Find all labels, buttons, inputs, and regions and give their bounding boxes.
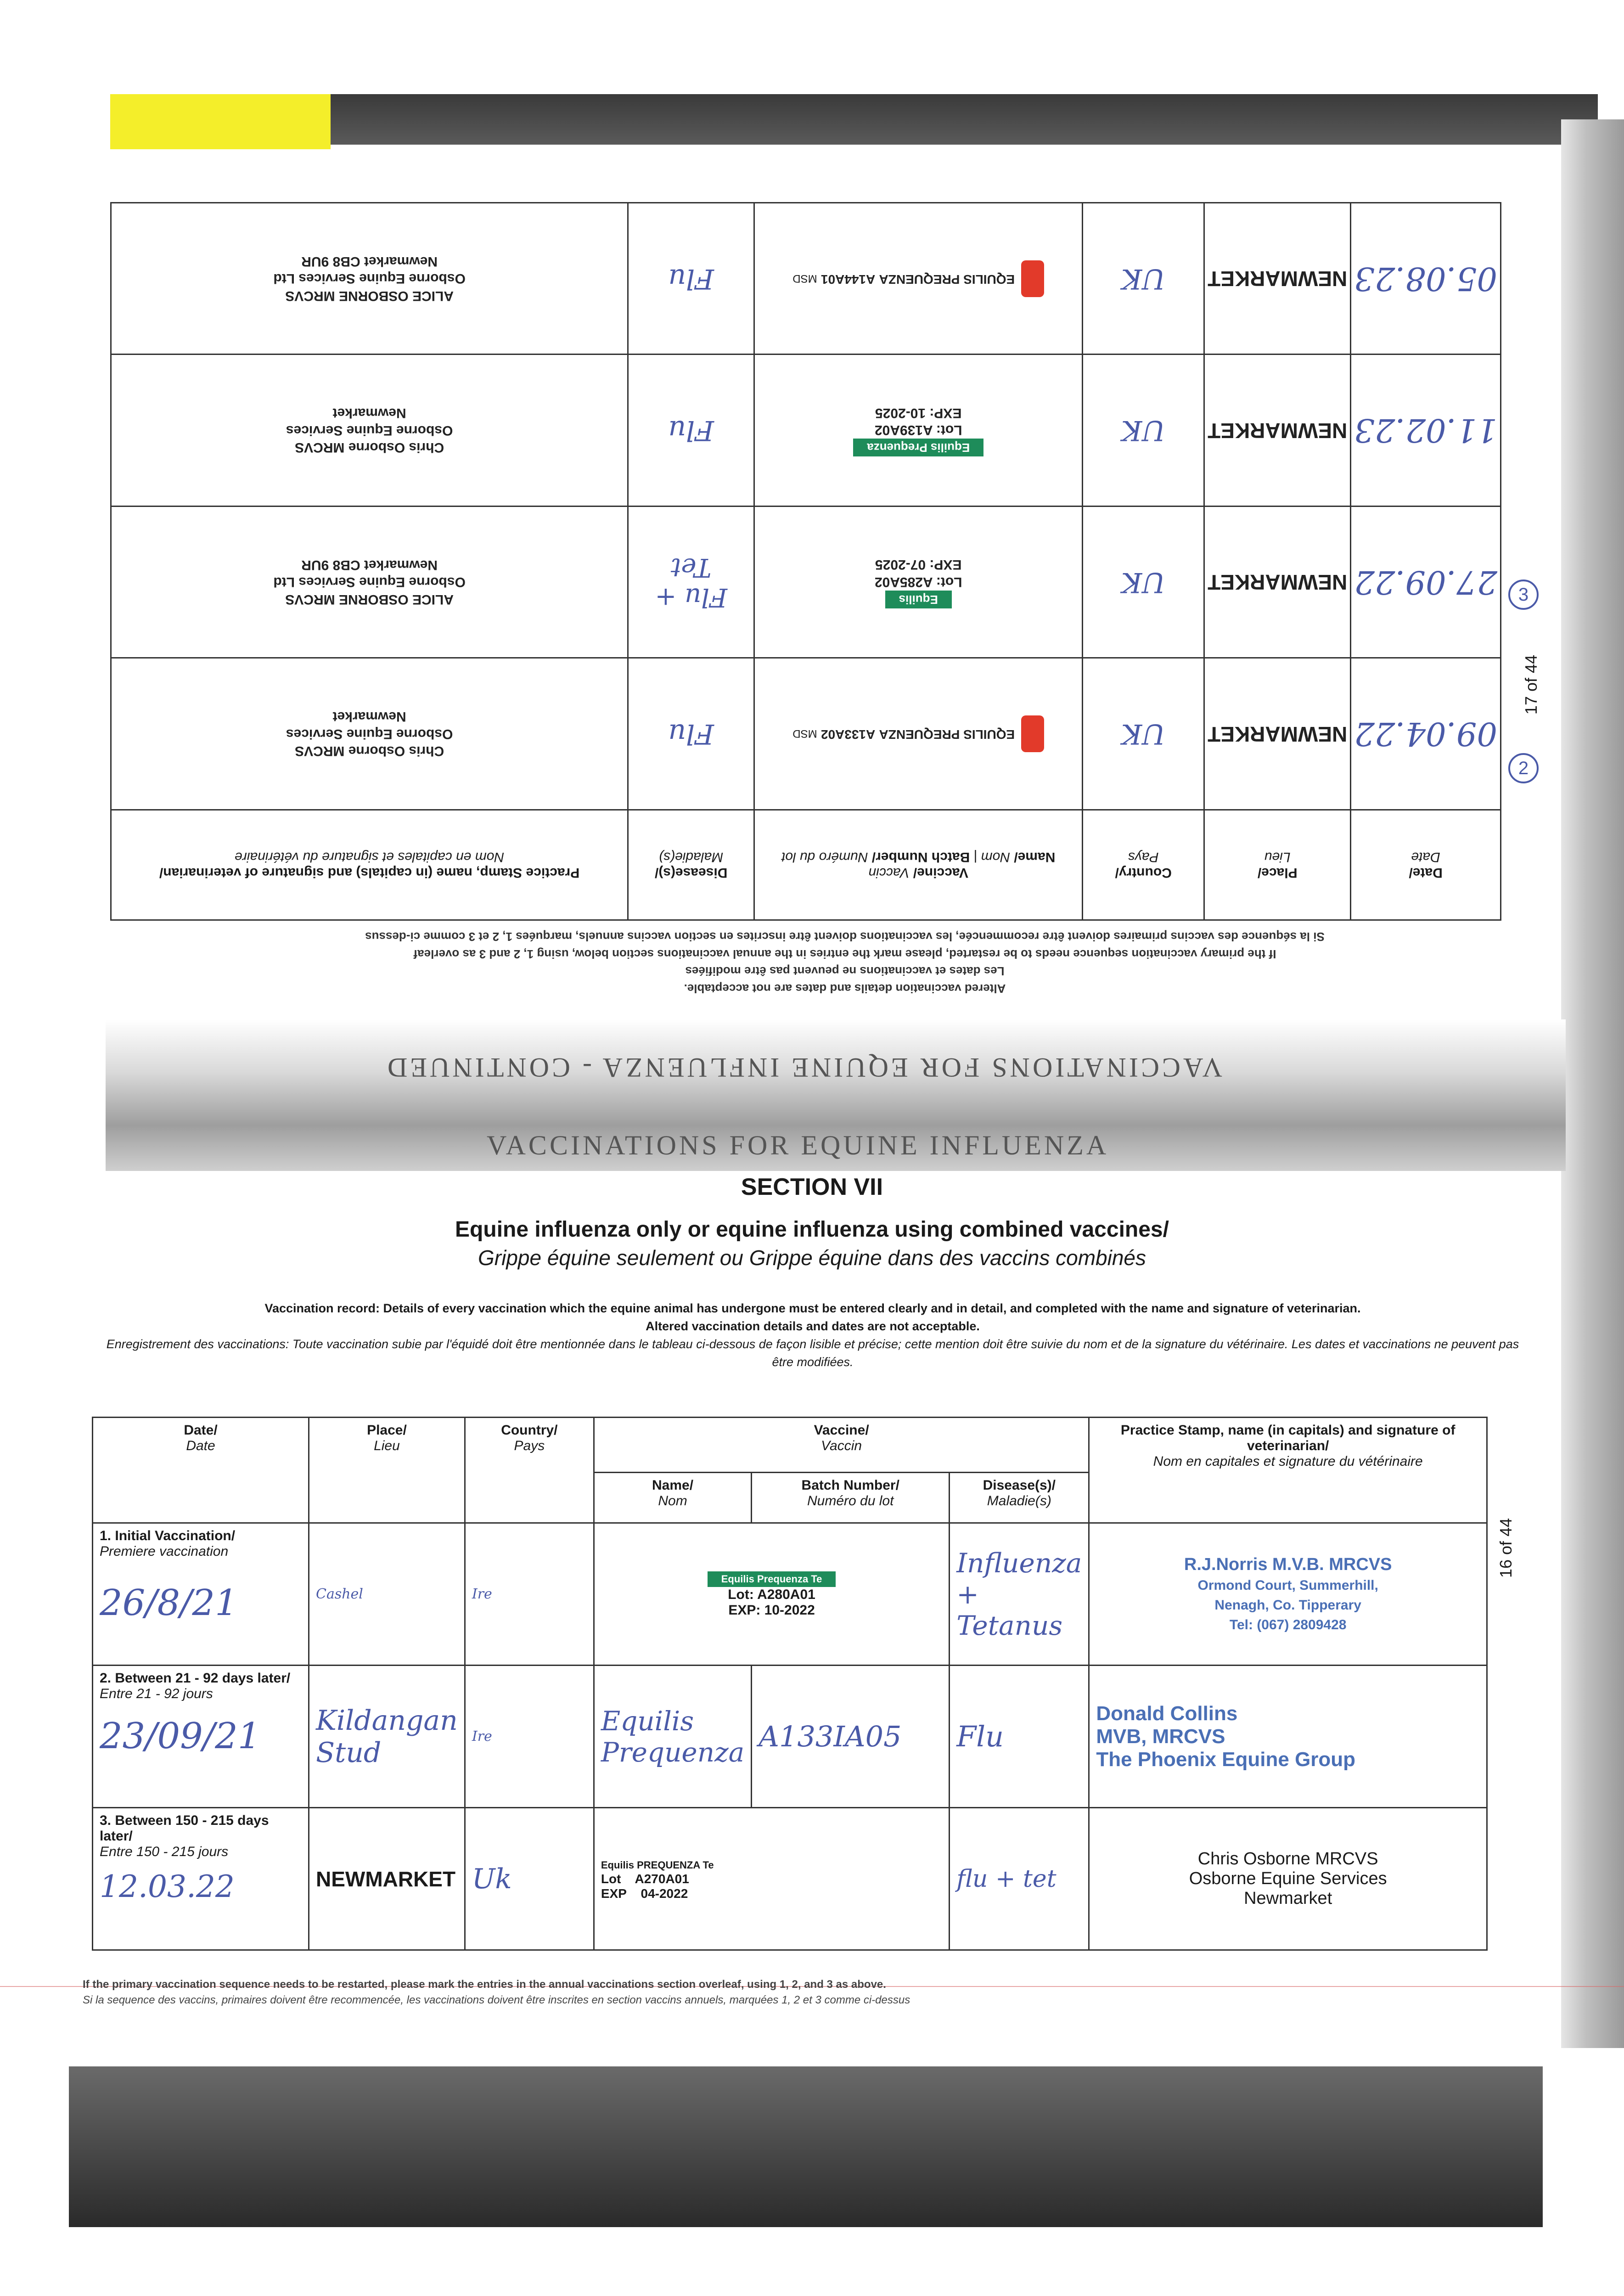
stamp-line: Osborne Equine Services Ltd bbox=[273, 271, 466, 287]
upper-row-date: 27.09.22 bbox=[1351, 506, 1501, 658]
prequenza-logo bbox=[1021, 260, 1044, 297]
vaccine-lot-label: Lot bbox=[601, 1871, 621, 1886]
stamp-line: Chris Osborne MRCVS bbox=[295, 743, 444, 759]
upper-row-stamp bbox=[111, 355, 628, 506]
vaccine-batch: Lot: A139A02 bbox=[874, 422, 962, 438]
vet-stamp bbox=[1089, 1808, 1487, 1950]
footer-note-en: If the primary vaccination sequence needs to be restarted, please mark the entries in the annual vaccinations section overleaf, using 1, 2, and 3 as above. bbox=[83, 1978, 886, 1991]
vaccine-exp-label: EXP bbox=[601, 1886, 627, 1901]
hdr-batch: Batch Number/ bbox=[871, 850, 970, 865]
upper-row-place: NEWMARKET bbox=[1204, 506, 1351, 658]
hdr-batch-fr: Numéro du lot bbox=[807, 1493, 894, 1508]
row-label: 2. Between 21 - 92 days later/ bbox=[100, 1671, 291, 1686]
hdr-date: Date/ bbox=[1409, 865, 1443, 881]
hdr-vaccine-fr: Vaccin bbox=[821, 1438, 862, 1453]
upper-row-place: NEWMARKET bbox=[1204, 355, 1351, 506]
row-label: 1. Initial Vaccination/ bbox=[100, 1528, 236, 1543]
lower-header-row bbox=[93, 1418, 1487, 1473]
upper-row-3 bbox=[111, 355, 1501, 506]
vaccine-batch: A133A02 bbox=[820, 727, 876, 742]
upper-row-date: 09.04.22 bbox=[1351, 658, 1501, 810]
vaccination-date: 26/8/21 bbox=[100, 1582, 238, 1624]
vet-stamp bbox=[1089, 1523, 1487, 1666]
vaccine-maker: MSD bbox=[792, 727, 817, 740]
hdr-place: Place/ bbox=[367, 1423, 407, 1438]
upper-row-vaccine bbox=[754, 355, 1083, 506]
yellow-tab-marker bbox=[110, 94, 331, 149]
hdr-date: Date/ bbox=[184, 1423, 218, 1438]
upper-row-place: NEWMARKET bbox=[1204, 203, 1351, 355]
vaccine-expiry: EXP: 07-2025 bbox=[875, 557, 962, 573]
stamp-line: Newmarket bbox=[1244, 1889, 1332, 1908]
hdr-vaccine: Vaccine/ bbox=[814, 1423, 869, 1438]
vaccination-disease: Influenza + Tetanus bbox=[950, 1523, 1089, 1666]
upper-row-country: UK bbox=[1083, 506, 1204, 658]
row-label-fr: Entre 150 - 215 jours bbox=[100, 1844, 229, 1859]
vaccine-name: Equilis PREQUENZA Te bbox=[601, 1859, 714, 1871]
hdr-practice: Practice Stamp, name (in capitals) and signature of veterinarian/ bbox=[1120, 1423, 1455, 1453]
upper-banner: VACCINATIONS FOR EQUINE INFLUENZA - CONTINUED bbox=[385, 1052, 1222, 1083]
upper-row-4 bbox=[111, 203, 1501, 355]
equilis-label: Equilis Prequenza Te bbox=[708, 1571, 836, 1587]
upper-row-disease: Flu bbox=[628, 658, 754, 810]
upper-note-en2: If the primary vaccination sequence needs to be restarted, please mark the entries in the annual vaccinations section below, using 1, 2 and 3 as overleaf bbox=[413, 947, 1276, 961]
vaccination-country: Ire bbox=[465, 1523, 594, 1666]
upper-page-table bbox=[110, 202, 1501, 921]
stamp-line: Nenagh, Co. Tipperary bbox=[1214, 1597, 1361, 1613]
scan-right-edge bbox=[1561, 119, 1624, 2048]
stamp-line: Newmarket CB8 9UR bbox=[301, 253, 438, 269]
upper-row-country: UK bbox=[1083, 658, 1204, 810]
hdr-batch-fr: Numéro du lot bbox=[781, 850, 868, 865]
hdr-date-fr: Date bbox=[1411, 850, 1440, 865]
vaccine-batch: A144A01 bbox=[820, 272, 876, 287]
section-banner: VACCINATIONS FOR EQUINE INFLUENZA bbox=[487, 1130, 1109, 1160]
stamp-line: ALICE OSBORNE MRCVS bbox=[285, 591, 454, 607]
sequence-marker-2: 2 bbox=[1508, 753, 1539, 783]
vaccine-label-sticker bbox=[594, 1523, 949, 1666]
upper-row-disease: Flu bbox=[628, 355, 754, 506]
upper-note-en1: Altered vaccination details and dates are not acceptable. bbox=[684, 981, 1006, 996]
equilis-label: Equilis bbox=[885, 591, 952, 608]
upper-row-stamp bbox=[111, 658, 628, 810]
hdr-batch: Batch Number/ bbox=[801, 1478, 899, 1493]
footer-note-fr: Si la sequence des vaccins, primaires doivent être recommencée, les vaccinations doivent être inscrites en section vaccins annuels, marquées 1, 2 et 3 comme ci-dessus bbox=[83, 1993, 910, 2006]
vaccine-maker: MSD bbox=[792, 272, 817, 285]
upper-row-disease: Flu + Tet bbox=[628, 506, 754, 658]
upper-row-date: 11.02.23 bbox=[1351, 355, 1501, 506]
stamp-line: ALICE OSBORNE MRCVS bbox=[285, 288, 454, 304]
hdr-place: Place/ bbox=[1257, 865, 1298, 881]
vaccination-date: 12.03.22 bbox=[100, 1869, 235, 1904]
upper-row-stamp bbox=[111, 203, 628, 355]
vaccination-place: NEWMARKET bbox=[309, 1808, 465, 1950]
vaccine-exp: 04-2022 bbox=[641, 1886, 688, 1901]
vaccination-date: 23/09/21 bbox=[100, 1716, 261, 1757]
footer-notes bbox=[83, 1977, 1506, 2008]
hdr-country-fr: Pays bbox=[514, 1438, 545, 1453]
hdr-country-fr: Pays bbox=[1128, 850, 1159, 865]
hdr-country: Country/ bbox=[1115, 865, 1172, 881]
vaccination-place: Kildangan Stud bbox=[309, 1666, 465, 1808]
stamp-line: Donald Collins bbox=[1096, 1702, 1238, 1725]
hdr-disease-fr: Maladie(s) bbox=[659, 850, 724, 865]
upper-row-country: UK bbox=[1083, 355, 1204, 506]
section-heading-fr: Grippe équine seulement ou Grippe équine dans des vaccins combinés bbox=[478, 1246, 1146, 1270]
hdr-vaccine-fr: Vaccin bbox=[868, 865, 910, 881]
section-title: SECTION VII bbox=[741, 1174, 883, 1200]
hdr-practice-fr: Nom en capitales et signature du vétérinaire bbox=[1153, 1454, 1423, 1469]
stamp-line: Chris Osborne MRCVS bbox=[295, 440, 444, 456]
scan-top-shadow bbox=[110, 94, 1598, 145]
hdr-disease: Disease(s)/ bbox=[983, 1478, 1056, 1493]
hdr-practice-fr: Nom en capitales et signature du vétérinaire bbox=[235, 850, 505, 865]
vaccine-name: EQUILIS PREQUENZA bbox=[879, 272, 1015, 287]
vaccination-country: Ire bbox=[465, 1666, 594, 1808]
vaccine-lot: Lot: A280A01 bbox=[728, 1587, 815, 1602]
upper-notes bbox=[257, 928, 1433, 997]
stamp-line: Osborne Equine Services bbox=[1189, 1869, 1387, 1888]
stamp-line: Newmarket bbox=[332, 709, 406, 725]
hdr-name-fr: Nom bbox=[658, 1493, 687, 1508]
upper-page-number: 17 of 44 bbox=[1522, 654, 1541, 715]
table-row bbox=[93, 1523, 1487, 1666]
stamp-line: Ormond Court, Summerhill, bbox=[1197, 1577, 1378, 1593]
upper-row-2 bbox=[111, 506, 1501, 658]
vaccination-place: Cashel bbox=[309, 1523, 465, 1666]
upper-note-fr1: Les dates et vaccinations ne peuvent pas être modifiées bbox=[685, 964, 1005, 979]
row-label-fr: Premiere vaccination bbox=[100, 1544, 229, 1559]
stamp-line: Tel: (067) 2809428 bbox=[1229, 1617, 1347, 1632]
vaccine-exp: EXP: 10-2022 bbox=[728, 1602, 815, 1618]
record-note-en2: Altered vaccination details and dates are not acceptable. bbox=[646, 1319, 980, 1334]
hdr-name: Name/ bbox=[1014, 850, 1056, 865]
record-note-fr: Enregistrement des vaccinations: Toute vaccination subie par l'équidé doit être mentionnée dans le tableau ci-dessous de façon lisible et précise; cette mention doit être suivie du nom et de la signature du vétérinaire. Les dates et vaccinations ne peuvent pas être modifiées. bbox=[106, 1337, 1519, 1369]
lower-page-number: 16 of 44 bbox=[1496, 1518, 1516, 1578]
hdr-place-fr: Lieu bbox=[1264, 850, 1291, 865]
vaccination-disease: Flu bbox=[950, 1666, 1089, 1808]
equilis-label: Equilis Prequenza bbox=[853, 439, 983, 456]
hdr-vaccine: Vaccine/ bbox=[913, 865, 968, 881]
upper-row-vaccine bbox=[754, 203, 1083, 355]
hdr-practice: Practice Stamp, name (in capitals) and signature of veterinarian/ bbox=[159, 865, 580, 881]
upper-row-vaccine bbox=[754, 658, 1083, 810]
stamp-line: MVB, MRCVS bbox=[1096, 1725, 1225, 1748]
hdr-name-fr: Nom bbox=[981, 850, 1010, 865]
record-note-en: Vaccination record: Details of every vaccination which the equine animal has undergone must be entered clearly and in detail, and completed with the name and signature of veterinarian. bbox=[264, 1301, 1361, 1315]
vaccination-disease: flu + tet bbox=[950, 1808, 1089, 1950]
vaccine-batch: A270A01 bbox=[635, 1871, 689, 1886]
upper-row-1 bbox=[111, 658, 1501, 810]
stamp-line: The Phoenix Equine Group bbox=[1096, 1748, 1356, 1771]
vaccine-batch: A133IA05 bbox=[752, 1666, 950, 1808]
vaccination-table bbox=[92, 1417, 1488, 1951]
prequenza-logo bbox=[1021, 715, 1044, 752]
vaccine-label-sticker bbox=[594, 1808, 949, 1950]
hdr-place-fr: Lieu bbox=[374, 1438, 400, 1453]
record-instructions bbox=[99, 1300, 1527, 1372]
section-heading-en: Equine influenza only or equine influenza using combined vaccines/ bbox=[455, 1217, 1169, 1242]
stamp-line: R.J.Norris M.V.B. MRCVS bbox=[1184, 1554, 1392, 1574]
hdr-country: Country/ bbox=[501, 1423, 558, 1438]
row-label-fr: Entre 21 - 92 jours bbox=[100, 1686, 213, 1701]
stamp-line: Chris Osborne MRCVS bbox=[1197, 1849, 1378, 1868]
hdr-disease-fr: Maladie(s) bbox=[987, 1493, 1051, 1508]
upper-row-vaccine bbox=[754, 506, 1083, 658]
upper-row-stamp bbox=[111, 506, 628, 658]
stamp-line: Osborne Equine Services Ltd bbox=[273, 574, 466, 590]
vet-stamp bbox=[1089, 1666, 1487, 1808]
upper-header-row: Date/ Date Place/ Lieu Country/ Pays Vaccine/ Vaccin Name/ Nom | Batch Number/ Numéro du lot Disease(s)/ Maladie(s) Practice Stamp, name (in capitals) and signature of veterinarian/ Nom en capitales et signature du vétérinaire bbox=[111, 810, 1501, 920]
table-row bbox=[93, 1666, 1487, 1808]
vaccine-name: Equilis Prequenza bbox=[594, 1666, 751, 1808]
hdr-name: Name/ bbox=[652, 1478, 694, 1493]
vaccine-expiry: EXP: 10-2025 bbox=[875, 405, 962, 421]
scan-bottom-shadow bbox=[69, 2066, 1543, 2227]
sequence-marker-3: 3 bbox=[1508, 580, 1539, 610]
upper-row-place: NEWMARKET bbox=[1204, 658, 1351, 810]
upper-row-country: UK bbox=[1083, 203, 1204, 355]
row-label: 3. Between 150 - 215 days later/ bbox=[100, 1813, 269, 1844]
table-row bbox=[93, 1808, 1487, 1950]
vaccination-country: Uk bbox=[465, 1808, 594, 1950]
hdr-disease: Disease(s)/ bbox=[654, 865, 728, 881]
vaccine-batch: Lot: A285A02 bbox=[874, 574, 962, 590]
upper-note-fr2: Si la séquence des vaccins primaires doivent être recommencée, les vaccinations doivent être inscrites en section vaccins annuels, marquées 1, 2 et 3 comme ci-dessus bbox=[365, 929, 1325, 944]
stamp-line: Osborne Equine Services bbox=[286, 422, 453, 438]
stamp-line: Newmarket bbox=[332, 405, 406, 421]
upper-row-disease: Flu bbox=[628, 203, 754, 355]
stamp-line: Newmarket CB8 9UR bbox=[301, 557, 438, 573]
vaccine-name: EQUILIS PREQUENZA bbox=[879, 727, 1015, 742]
upper-row-date: 05.08.23 bbox=[1351, 203, 1501, 355]
hdr-date-fr: Date bbox=[186, 1438, 215, 1453]
stamp-line: Osborne Equine Services bbox=[286, 726, 453, 742]
